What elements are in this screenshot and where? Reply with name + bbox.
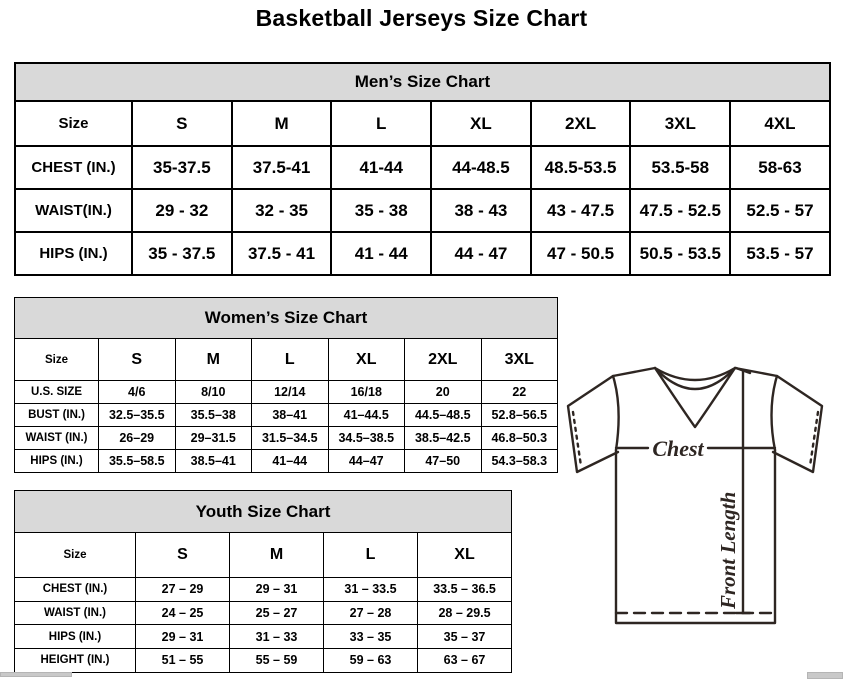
cell: 47 - 50.5 (531, 232, 631, 275)
cell: 38 - 43 (431, 189, 531, 232)
cell: 27 – 29 (136, 578, 230, 602)
cell: 37.5-41 (232, 146, 332, 189)
cell: 33.5 – 36.5 (418, 578, 512, 602)
cell: 28 – 29.5 (418, 601, 512, 625)
row-label: WAIST (IN.) (15, 601, 136, 625)
cell: 12/14 (252, 381, 329, 404)
cell: 52.8–56.5 (481, 404, 558, 427)
table-title: Youth Size Chart (15, 491, 512, 533)
cell: 41–44.5 (328, 404, 405, 427)
cell: 54.3–58.3 (481, 450, 558, 473)
cell: 38.5–42.5 (405, 427, 482, 450)
table-title-row (15, 298, 558, 339)
cell: 35 – 37 (418, 625, 512, 649)
column-header: M (175, 339, 252, 381)
row-label: HIPS (IN.) (15, 450, 99, 473)
column-header: M (232, 101, 332, 146)
column-header: 3XL (481, 339, 558, 381)
column-header: 3XL (630, 101, 730, 146)
column-header-row (15, 533, 512, 578)
cell: 31 – 33 (230, 625, 324, 649)
cell: 51 – 55 (136, 649, 230, 673)
jersey-vneck-outline (655, 368, 735, 427)
cell: 26–29 (99, 427, 176, 450)
cell: 35 - 38 (331, 189, 431, 232)
cell: 59 – 63 (324, 649, 418, 673)
front-length-label: Front Length (716, 491, 740, 609)
cell: 38.5–41 (175, 450, 252, 473)
cell: 29 – 31 (136, 625, 230, 649)
cell: 29 – 31 (230, 578, 324, 602)
row-label: WAIST (IN.) (15, 427, 99, 450)
cell: 50.5 - 53.5 (630, 232, 730, 275)
cell: 53.5 - 57 (730, 232, 830, 275)
column-header: XL (418, 533, 512, 578)
chest-label: Chest (652, 436, 704, 461)
cell: 44.5–48.5 (405, 404, 482, 427)
cell: 31.5–34.5 (252, 427, 329, 450)
table-row (15, 601, 512, 625)
row-label: WAIST(IN.) (15, 189, 132, 232)
cell: 35.5–58.5 (99, 450, 176, 473)
row-label: U.S. SIZE (15, 381, 99, 404)
cell: 55 – 59 (230, 649, 324, 673)
column-header: XL (431, 101, 531, 146)
column-header: S (136, 533, 230, 578)
cell: 43 - 47.5 (531, 189, 631, 232)
horizontal-scrollbar[interactable] (0, 672, 843, 679)
cell: 29–31.5 (175, 427, 252, 450)
table-row (15, 649, 512, 673)
row-label: HIPS (IN.) (15, 232, 132, 275)
cell: 44-48.5 (431, 146, 531, 189)
cell: 34.5–38.5 (328, 427, 405, 450)
column-header: S (132, 101, 232, 146)
column-header-row (15, 101, 830, 146)
cell: 25 – 27 (230, 601, 324, 625)
table-row (15, 427, 558, 450)
table-title-row (15, 63, 830, 101)
table-title: Men’s Size Chart (15, 63, 830, 101)
cell: 44–47 (328, 450, 405, 473)
cell: 27 – 28 (324, 601, 418, 625)
column-header: L (252, 339, 329, 381)
cell: 46.8–50.3 (481, 427, 558, 450)
table-row (15, 625, 512, 649)
cell: 52.5 - 57 (730, 189, 830, 232)
table-row (15, 578, 512, 602)
cell: 4/6 (99, 381, 176, 404)
table-row (15, 404, 558, 427)
table-row (15, 450, 558, 473)
row-label: HIPS (IN.) (15, 625, 136, 649)
mens-size-chart-table (14, 62, 831, 276)
cell: 32 - 35 (232, 189, 332, 232)
cell: 44 - 47 (431, 232, 531, 275)
scrollbar-left-thumb[interactable] (0, 672, 72, 677)
cell: 29 - 32 (132, 189, 232, 232)
youth-size-chart-table (14, 490, 512, 673)
column-header-row (15, 339, 558, 381)
scrollbar-right-thumb[interactable] (807, 672, 843, 679)
column-header: L (331, 101, 431, 146)
cell: 53.5-58 (630, 146, 730, 189)
jersey-body-outline (616, 450, 775, 623)
row-label: HEIGHT (IN.) (15, 649, 136, 673)
cell: 32.5–35.5 (99, 404, 176, 427)
jersey-right-seam (772, 376, 778, 450)
cell: 22 (481, 381, 558, 404)
womens-size-chart-table (14, 297, 558, 473)
table-title: Women’s Size Chart (15, 298, 558, 339)
table-row (15, 189, 830, 232)
column-header: 4XL (730, 101, 830, 146)
column-header: M (230, 533, 324, 578)
cell: 16/18 (328, 381, 405, 404)
column-header: Size (15, 101, 132, 146)
column-header: S (99, 339, 176, 381)
cell: 20 (405, 381, 482, 404)
cell: 24 – 25 (136, 601, 230, 625)
cell: 47.5 - 52.5 (630, 189, 730, 232)
jersey-left-sleeve (568, 368, 655, 472)
row-label: BUST (IN.) (15, 404, 99, 427)
cell: 47–50 (405, 450, 482, 473)
cell: 38–41 (252, 404, 329, 427)
cell: 35 - 37.5 (132, 232, 232, 275)
row-label: CHEST (IN.) (15, 146, 132, 189)
page-title: Basketball Jerseys Size Chart (255, 5, 588, 31)
column-header: 2XL (405, 339, 482, 381)
jersey-left-seam (613, 376, 619, 450)
cell: 37.5 - 41 (232, 232, 332, 275)
cell: 33 – 35 (324, 625, 418, 649)
cell: 41-44 (331, 146, 431, 189)
cell: 41–44 (252, 450, 329, 473)
row-label: CHEST (IN.) (15, 578, 136, 602)
cell: 35-37.5 (132, 146, 232, 189)
cell: 63 – 67 (418, 649, 512, 673)
table-row (15, 146, 830, 189)
jersey-measurement-diagram (556, 360, 843, 656)
column-header: Size (15, 533, 136, 578)
cell: 35.5–38 (175, 404, 252, 427)
table-row (15, 381, 558, 404)
column-header: XL (328, 339, 405, 381)
column-header: 2XL (531, 101, 631, 146)
cell: 8/10 (175, 381, 252, 404)
table-title-row (15, 491, 512, 533)
column-header: Size (15, 339, 99, 381)
cell: 31 – 33.5 (324, 578, 418, 602)
column-header: L (324, 533, 418, 578)
cell: 58-63 (730, 146, 830, 189)
cell: 48.5-53.5 (531, 146, 631, 189)
table-row (15, 232, 830, 275)
jersey-right-sleeve (735, 368, 822, 472)
cell: 41 - 44 (331, 232, 431, 275)
